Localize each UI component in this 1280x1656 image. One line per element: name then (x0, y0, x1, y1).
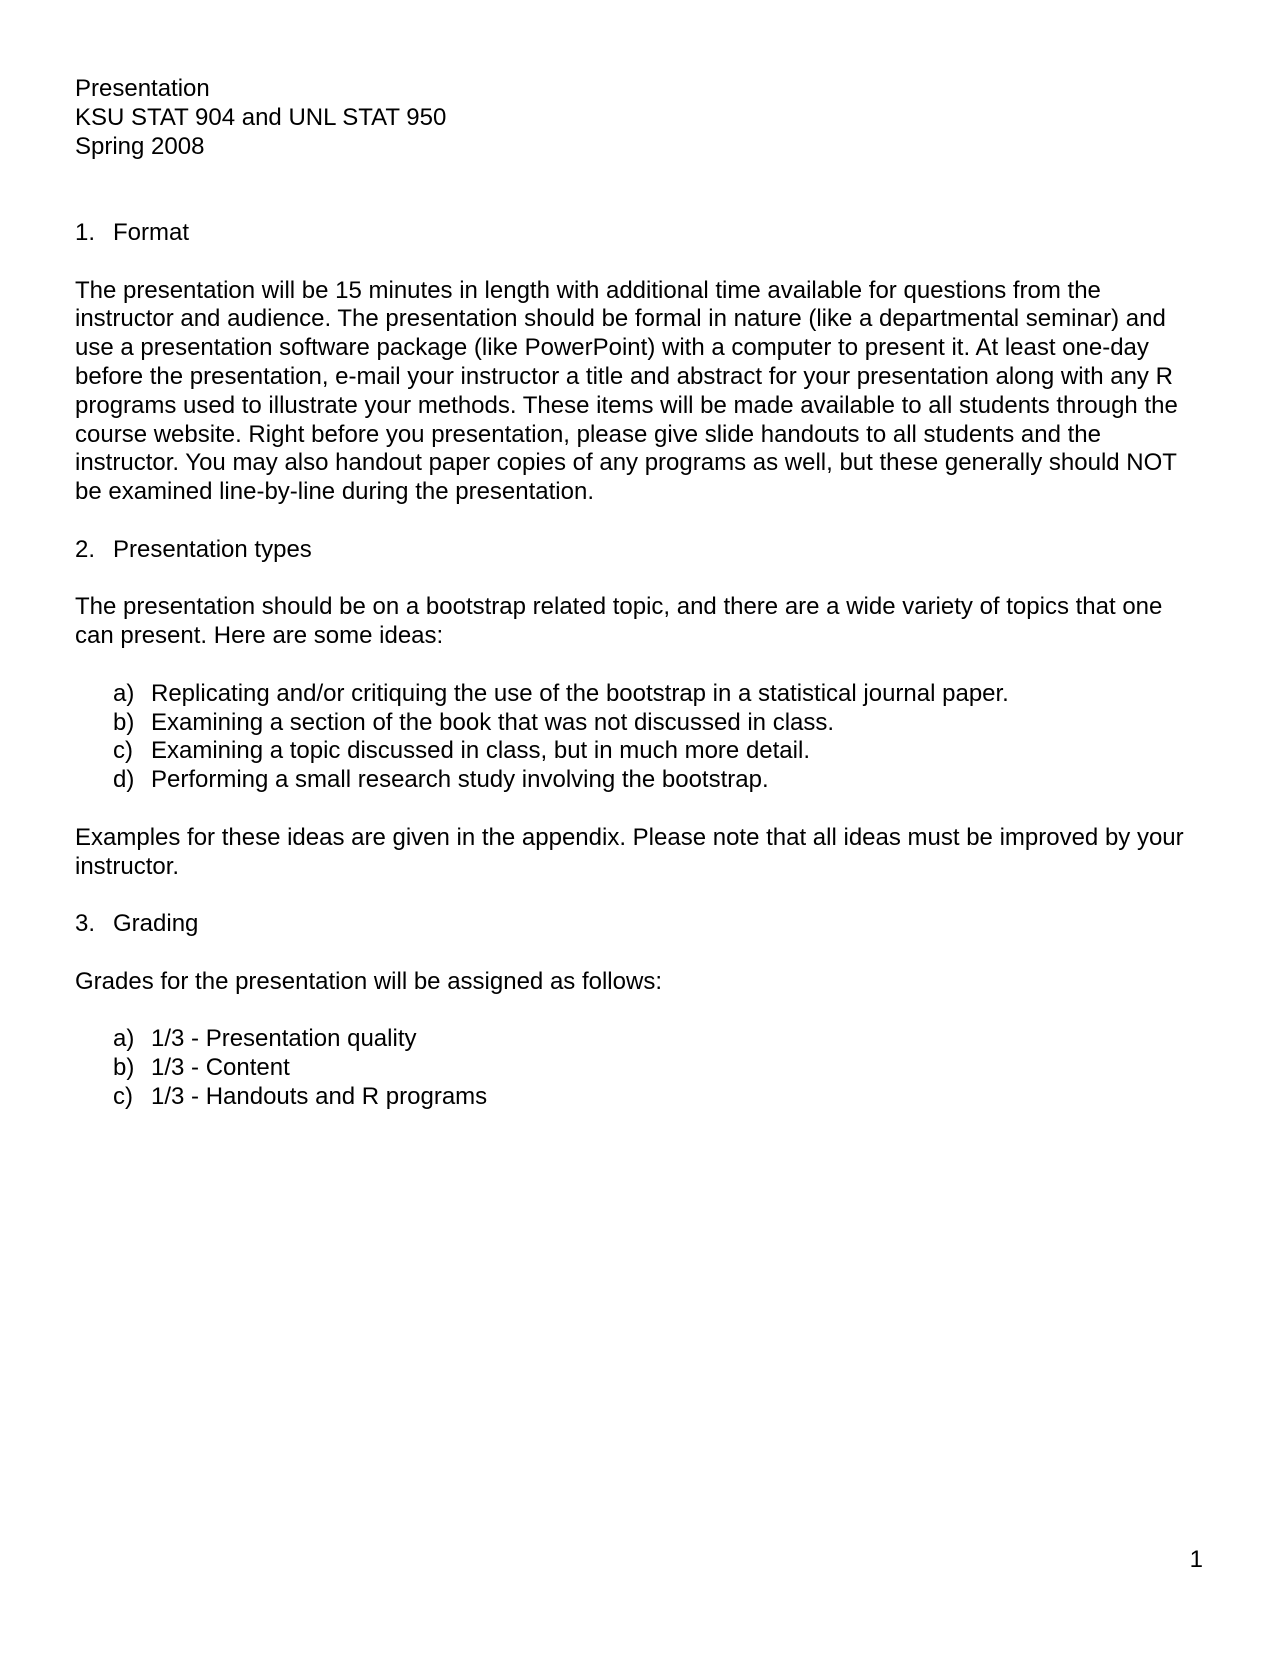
list-item (113, 709, 1205, 738)
section-title: Grading (113, 910, 199, 938)
section-number: 2. (75, 535, 96, 563)
list-item (113, 737, 1205, 766)
page-number: 1 (1189, 1546, 1203, 1573)
section-heading-format (75, 219, 1205, 248)
format-paragraph: The presentation will be 15 minutes in length with additional time available for questions from the instructor and audience. The presentation should be formal in nature (like a departmental seminar) and use a presentation software package (like PowerPoint) with a computer to present it. At least one-day before the presentation, e-mail your instructor a title and abstract for your presentation along with any R programs used to illustrate your methods. These items will be made available to all students through the course website. Right before you presentation, please give slide handouts to all students and the instructor. You may also handout paper copies of any programs as well, but these generally should NOT be examined line-by-line during the presentation. (75, 276, 1178, 506)
document-header (75, 75, 1205, 161)
list-item (113, 1054, 1205, 1083)
list-item (113, 1025, 1205, 1054)
term: Spring 2008 (75, 132, 205, 160)
list-marker: b) (113, 708, 135, 736)
section-heading-grading (75, 910, 1205, 939)
section-number: 1. (75, 218, 96, 246)
grading-list (113, 1025, 1205, 1111)
section-title: Presentation types (113, 535, 312, 563)
list-marker: c) (113, 737, 133, 765)
examples-note-paragraph: Examples for these ideas are given in the appendix. Please note that all ideas must be improved by your instructor. (75, 823, 1184, 880)
list-marker: c) (113, 1082, 133, 1110)
section-title: Format (113, 218, 190, 246)
document-page (75, 75, 1205, 1112)
list-item (113, 1083, 1205, 1112)
list-item (113, 680, 1205, 709)
list-item-text: Replicating and/or critiquing the use of the bootstrap in a statistical journal paper. (151, 679, 1009, 707)
list-marker: d) (113, 766, 135, 794)
list-item-text: 1/3 - Presentation quality (151, 1025, 417, 1053)
list-marker: a) (113, 1025, 135, 1053)
document-title: Presentation (75, 75, 210, 102)
presentation-types-paragraph: The presentation should be on a bootstrap related topic, and there are a wide variety of topics that one can present. Here are some ideas: (75, 593, 1163, 650)
list-marker: b) (113, 1054, 135, 1082)
grading-paragraph: Grades for the presentation will be assigned as follows: (75, 967, 662, 995)
section-number: 3. (75, 910, 96, 938)
list-item (113, 766, 1205, 795)
list-item-text: Performing a small research study involving the bootstrap. (151, 766, 769, 794)
section-heading-presentation-types (75, 536, 1205, 565)
list-item-text: 1/3 - Content (151, 1054, 290, 1082)
list-item-text: 1/3 - Handouts and R programs (151, 1082, 488, 1110)
ideas-list (113, 680, 1205, 795)
list-marker: a) (113, 679, 135, 707)
course-name: KSU STAT 904 and UNL STAT 950 (75, 103, 447, 131)
list-item-text: Examining a topic discussed in class, but in much more detail. (151, 737, 810, 765)
list-item-text: Examining a section of the book that was not discussed in class. (151, 708, 835, 736)
